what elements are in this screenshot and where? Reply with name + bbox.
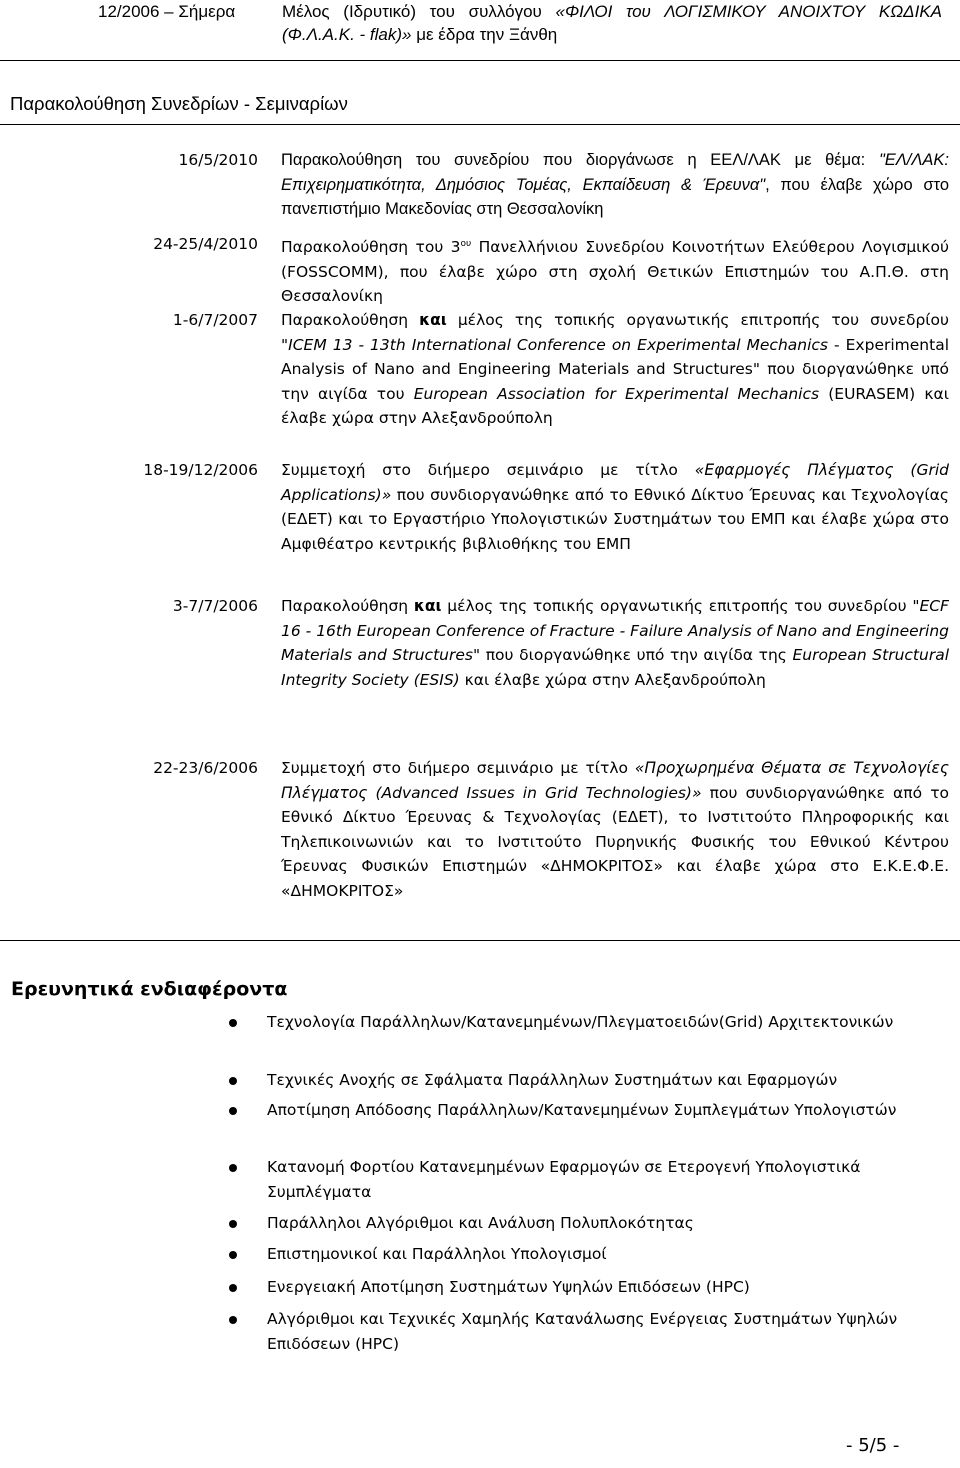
- section-divider-top: [0, 60, 960, 61]
- entry-date: 16/5/2010: [178, 151, 258, 169]
- section-title-conferences: Παρακολούθηση Συνεδρίων - Σεμιναρίων: [10, 93, 348, 114]
- entry-text: Παρακολούθηση και μέλος της τοπικής οργανωτικής επιτροπής του συνεδρίου "ECF 16 - 16th European Conference of Fracture - Failure Analysis of Nano and Engineering Materials and Structures" που διοργανώθηκε υπό την αιγίδα της European Structural Integrity Society (ESIS) και έλαβε χώρα στην Αλεξανδρούπολη: [281, 597, 949, 689]
- entry-date: 1-6/7/2007: [172, 311, 258, 329]
- bullet-icon: [229, 1164, 237, 1172]
- entry-date: 22-23/6/2006: [153, 759, 258, 777]
- entry-date: 3-7/7/2006: [172, 597, 258, 615]
- entry-date: 24-25/4/2010: [153, 235, 258, 253]
- entry-date: 18-19/12/2006: [143, 461, 258, 479]
- membership-date: 12/2006 – Σήμερα: [98, 2, 236, 21]
- document-page: 12/2006 – Σήμερα Μέλος (Ιδρυτικό) του συλλόγου «ΦΙΛΟΙ του ΛΟΓΙΣΜΙΚΟΥ ΑΝΟΙΧΤΟΥ ΚΩΔΙΚΑ (Φ.Λ.Α.Κ. - flak)» με έδρα την Ξάνθη Παρακολούθηση Συνεδρίων - Σεμιναρίων 16/5/2010 Παρακολούθηση του συνεδρίου που διοργάνωσε η ΕΕΛ/ΛΑΚ με θέμα: "ΕΛ/ΛΑΚ: Επιχειρηματικότητα, Δημόσιος Τομέας, Εκπαίδευση & Έρευνα", που έλαβε χώρο στο πανεπιστήμιο Μακεδονίας στη Θεσσαλονίκη 24-25/4/2010 Παρακολούθηση του $3^{o\upsilon}$ Πανελλήνιου Συνεδρίου Κοινοτήτων Ελεύθερου Λογισμικού (FOSSCOMM), που έλαβε χώρο στη σχολή Θετικών Επιστημών του Α.Π.Θ. στη Θεσσαλονίκη 1-6/7/2007 Παρακολούθηση και μέλος της τοπικής οργανωτικής επιτροπής του συνεδρίου "ICEM 13 - 13th International Conference on Experimental Mechanics - Experimental Analysis of Nano and Engineering Materials and Structures" που διοργανώθηκε υπό την αιγίδα του European Association for Experimental Mechanics (EURASEM) και έλαβε χώρα στην Αλεξανδρούπολη 18-19/12/2006 Συμμετοχή στο διήμερο σεμινάριο με τίτλο «Εφαρμογές Πλέγματος (Grid Applications)» που συνδιοργανώθηκε από το Εθνικό Δίκτυο Έρευνας και Τεχνολογίας (ΕΔΕΤ) και το Εργαστήριο Υπολογιστικών Συστημάτων του ΕΜΠ και έλαβε χώρα στο Αμφιθέατρο κεντρικής βιβλιοθήκης του ΕΜΠ 3-7/7/2006 Παρακολούθηση και μέλος της τοπικής οργανωτικής επιτροπής του συνεδρίου "ECF 16 - 16th European Conference of Fracture - Failure Analysis of Nano and Engineering Materials and Structures" που διοργανώθηκε υπό την αιγίδα της European Structural Integrity Society (ESIS) και έλαβε χώρα στην Αλεξανδρούπολη 22-23/6/2006 Συμμετοχή στο διήμερο σεμινάριο με τίτλο «Προχωρημένα Θέματα σε Τεχνολογίες Πλέγματος (Advanced Issues in Grid Technologies)» που συνδιοργανώθηκε από το Εθνικό Δίκτυο Έρευνας & Τεχνολογίας (ΕΔΕΤ), το Ινστιτούτο Πληροφορικής και Τηλεπικοινωνιών και το Ινστιτούτο Πυρηνικής Φυσικής του Εθνικού Κέντρου Έρευνας Φυσικών Επιστημών «ΔΗΜΟΚΡΙΤΟΣ» και έλαβε χώρα στο Ε.Κ.Ε.Φ.Ε. «ΔΗΜΟΚΡΙΤΟΣ» Ερευνητικά ενδιαφέροντα Τεχνολογία Παράλληλων/Κατανεμημένων/Πλεγματοειδών(Grid) Αρχιτεκτονικών Τεχνικές Ανοχής σε Σφάλματα Παράλληλων Συστημάτων και Εφαρμογών Αποτίμηση Απόδοσης Παράλληλων/Κατανεμημένων Συμπλεγμάτων Υπολογιστών Κατανομή Φορτίου Κατανεμημένων Εφαρμογών σε Ετερογενή Υπολογιστικά Συμπλέγματα Παράλληλοι Αλγόριθμοι και Ανάλυση Πολυπλοκότητας Επιστημονικοί και Παράλληλοι Υπολογισμοί Ενεργειακή Αποτίμηση Συστημάτων Υψηλών Επιδόσεων (HPC) Αλγόριθμοι και Τεχνικές Χαμηλής Κατανάλωσης Ενέργειας Συστημάτων Υψηλών Επιδόσεων (HPC) - 5/5 -: [0, 0, 960, 1468]
- bullet-icon: [229, 1251, 237, 1259]
- section-divider-bottom: [0, 124, 960, 125]
- bullet-icon: [229, 1107, 237, 1115]
- bullet-icon: [229, 1019, 237, 1027]
- entry-text: Παρακολούθηση του $3^{o\upsilon}$ Πανελλήνιου Συνεδρίου Κοινοτήτων Ελεύθερου Λογισμικού (FOSSCOMM), που έλαβε χώρο στη σχολή Θετικών Επιστημών του Α.Π.Θ. στη Θεσσαλονίκη: [281, 238, 950, 306]
- entry-text: Συμμετοχή στο διήμερο σεμινάριο με τίτλο «Εφαρμογές Πλέγματος (Grid Applications)» που συνδιοργανώθηκε από το Εθνικό Δίκτυο Έρευνας και Τεχνολογίας (ΕΔΕΤ) και το Εργαστήριο Υπολογιστικών Συστημάτων του ΕΜΠ και έλαβε χώρα στο Αμφιθέατρο κεντρικής βιβλιοθήκης του ΕΜΠ: [281, 461, 950, 553]
- bullet-icon: [229, 1077, 237, 1085]
- bullet-icon: [229, 1316, 237, 1324]
- research-interests-title: Ερευνητικά ενδιαφέροντα: [11, 978, 288, 1000]
- bullet-icon: [229, 1220, 237, 1228]
- entry-text: Παρακολούθηση του συνεδρίου που διοργάνωσε η ΕΕΛ/ΛΑΚ με θέμα: "ΕΛ/ΛΑΚ: Επιχειρηματικότητα, Δημόσιος Τομέας, Εκπαίδευση & Έρευνα", που έλαβε χώρο στο πανεπιστήμιο Μακεδονίας στη Θεσσαλονίκη: [281, 151, 949, 219]
- page-number: - 5/5 -: [846, 1435, 900, 1456]
- entry-text: Συμμετοχή στο διήμερο σεμινάριο με τίτλο «Προχωρημένα Θέματα σε Τεχνολογίες Πλέγματος (Advanced Issues in Grid Technologies)» που συνδιοργανώθηκε από το Εθνικό Δίκτυο Έρευνας & Τεχνολογίας (ΕΔΕΤ), το Ινστιτούτο Πληροφορικής και Τηλεπικοινωνιών και το Ινστιτούτο Πυρηνικής Φυσικής του Εθνικού Κέντρου Έρευνας Φυσικών Επιστημών «ΔΗΜΟΚΡΙΤΟΣ» και έλαβε χώρα στο Ε.Κ.Ε.Φ.Ε. «ΔΗΜΟΚΡΙΤΟΣ»: [281, 759, 950, 900]
- entry-text: Παρακολούθηση και μέλος της τοπικής οργανωτικής επιτροπής του συνεδρίου "ICEM 13 - 13th International Conference on Experimental Mechanics - Experimental Analysis of Nano and Engineering Materials and Structures" που διοργανώθηκε υπό την αιγίδα του European Association for Experimental Mechanics (EURASEM) και έλαβε χώρα στην Αλεξανδρούπολη: [281, 311, 949, 428]
- membership-text: Μέλος (Ιδρυτικό) του συλλόγου «ΦΙΛΟΙ του ΛΟΓΙΣΜΙΚΟΥ ΑΝΟΙΧΤΟΥ ΚΩΔΙΚΑ (Φ.Λ.Α.Κ. - flak)» με έδρα την Ξάνθη: [282, 2, 942, 44]
- section-divider-research: [0, 940, 960, 941]
- bullet-icon: [229, 1284, 237, 1292]
